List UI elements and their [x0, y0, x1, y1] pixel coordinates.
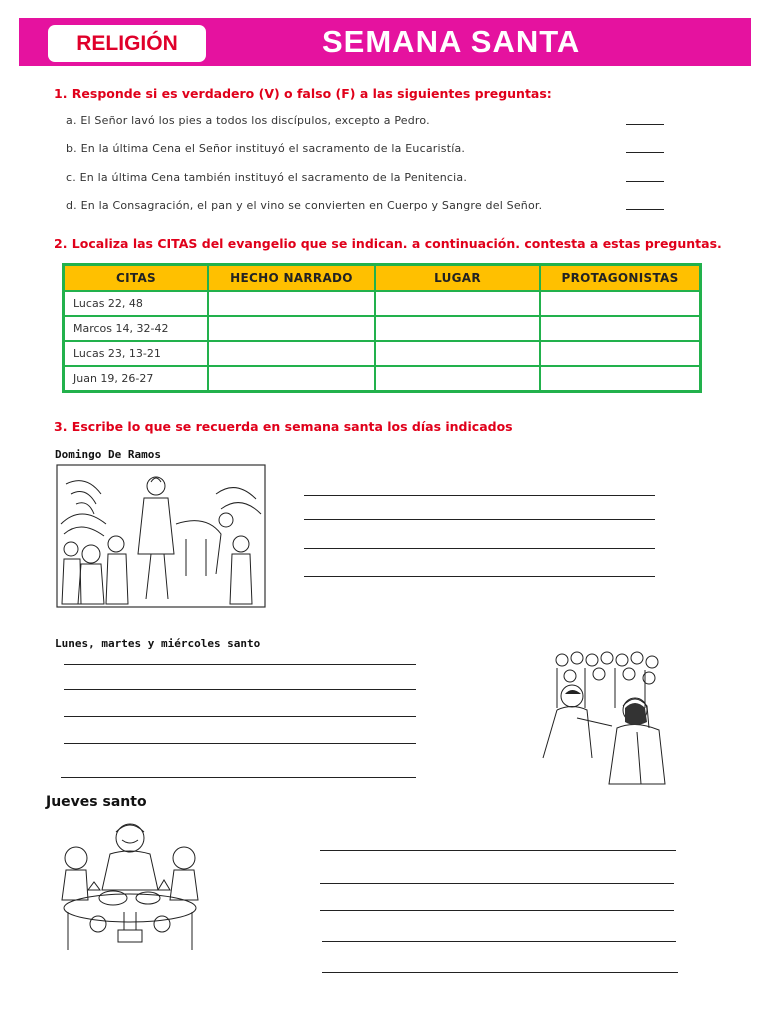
cita-cell: Juan 19, 26-27 — [64, 366, 209, 392]
answer-cell[interactable] — [540, 341, 701, 366]
answer-cell[interactable] — [208, 291, 375, 316]
cita-cell: Lucas 23, 13-21 — [64, 341, 209, 366]
answer-cell[interactable] — [375, 366, 540, 392]
q1-item-b: b. En la última Cena el Señor instituyó el sacramento de la Eucaristía. — [66, 142, 466, 155]
jueves-answer-line-2[interactable] — [320, 883, 674, 884]
lunes-answer-line-5[interactable] — [61, 777, 416, 778]
answer-cell[interactable] — [208, 316, 375, 341]
table-row — [64, 316, 701, 341]
jueves-answer-line-5[interactable] — [322, 972, 678, 973]
answer-cell[interactable] — [375, 316, 540, 341]
cita-cell: Marcos 14, 32-42 — [64, 316, 209, 341]
page-title: SEMANA SANTA — [322, 24, 581, 59]
answer-cell[interactable] — [208, 366, 375, 392]
answer-cell[interactable] — [375, 291, 540, 316]
jueves-answer-line-3[interactable] — [320, 910, 674, 911]
cita-cell: Lucas 22, 48 — [64, 291, 209, 316]
answer-cell[interactable] — [540, 316, 701, 341]
domingo-label: Domingo De Ramos — [55, 448, 161, 461]
q1-answer-blank-c[interactable] — [626, 181, 664, 182]
question-1-title: 1. Responde si es verdadero (V) o falso (F) a las siguientes preguntas: — [54, 86, 552, 101]
jesus-with-disciples-illustration — [537, 648, 671, 786]
jueves-answer-line-1[interactable] — [320, 850, 676, 851]
palm-sunday-illustration — [56, 464, 266, 608]
q1-item-c: c. En la última Cena también instituyó el sacramento de la Penitencia. — [66, 171, 468, 184]
table-row — [64, 291, 701, 316]
table-row — [64, 366, 701, 392]
citas-table — [62, 263, 702, 393]
q1-answer-blank-d[interactable] — [626, 209, 664, 210]
question-3-title: 3. Escribe lo que se recuerda en semana santa los días indicados — [54, 419, 513, 434]
table-header-row — [64, 265, 701, 292]
answer-cell[interactable] — [540, 291, 701, 316]
column-header-citas: CITAS — [64, 265, 209, 292]
jueves-label: Jueves santo — [46, 794, 147, 810]
domingo-answer-line-3[interactable] — [304, 548, 655, 549]
q1-answer-blank-a[interactable] — [626, 124, 664, 125]
column-header-hecho: HECHO NARRADO — [208, 265, 375, 292]
jueves-answer-line-4[interactable] — [322, 941, 676, 942]
table-row — [64, 341, 701, 366]
answer-cell[interactable] — [375, 341, 540, 366]
q1-item-d: d. En la Consagración, el pan y el vino se convierten en Cuerpo y Sangre del Señor. — [66, 199, 543, 212]
domingo-answer-line-2[interactable] — [304, 519, 655, 520]
q1-item-a: a. El Señor lavó los pies a todos los discípulos, excepto a Pedro. — [66, 114, 430, 127]
answer-cell[interactable] — [540, 366, 701, 392]
q1-answer-blank-b[interactable] — [626, 152, 664, 153]
domingo-answer-line-1[interactable] — [304, 495, 655, 496]
answer-cell[interactable] — [208, 341, 375, 366]
column-header-protagonistas: PROTAGONISTAS — [540, 265, 701, 292]
last-supper-illustration — [58, 820, 202, 958]
lunes-label: Lunes, martes y miércoles santo — [55, 637, 261, 650]
lunes-answer-line-4[interactable] — [64, 743, 416, 744]
domingo-answer-line-4[interactable] — [304, 576, 655, 577]
lunes-answer-line-3[interactable] — [64, 716, 416, 717]
lunes-answer-line-2[interactable] — [64, 689, 416, 690]
lunes-answer-line-1[interactable] — [64, 664, 416, 665]
question-2-title: 2. Localiza las CITAS del evangelio que se indican. a continuación. contesta a estas preguntas. — [54, 236, 722, 251]
subject-badge: RELIGIÓN — [48, 25, 206, 62]
column-header-lugar: LUGAR — [375, 265, 540, 292]
